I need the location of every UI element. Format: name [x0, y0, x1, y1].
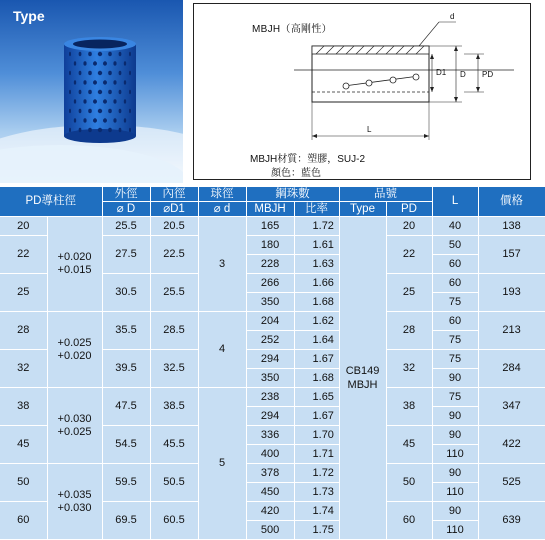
inner-diameter-cell: 28.5: [150, 312, 198, 350]
table-row: [0, 217, 545, 236]
cage-hole: [98, 52, 102, 56]
part-pd-cell: 32: [386, 350, 432, 388]
part-pd-cell: 20: [386, 217, 432, 236]
price-cell: 193: [478, 274, 545, 312]
material-note: MBJH材質：塑膠，SUJ-2: [250, 154, 366, 165]
length-cell: 110: [432, 483, 478, 502]
ball-count-cell: 228: [246, 255, 294, 274]
tolerance-cell: +0.035 +0.030: [47, 464, 102, 540]
table-row: [0, 312, 545, 331]
cage-hole: [93, 80, 97, 84]
ball-count-cell: 165: [246, 217, 294, 236]
ratio-cell: 1.72: [294, 217, 339, 236]
ratio-cell: 1.74: [294, 502, 339, 521]
cage-hole: [93, 118, 97, 122]
cage-hole: [88, 128, 92, 132]
header-outer-diameter: 外徑: [102, 187, 150, 202]
cage-hole: [113, 80, 116, 84]
cage-hole: [113, 61, 116, 65]
type-heading: Type: [13, 8, 45, 24]
length-cell: 90: [432, 407, 478, 426]
cage-hole: [83, 80, 86, 84]
outer-diameter-cell: 39.5: [102, 350, 150, 388]
cage-hole: [108, 128, 112, 132]
ratio-cell: 1.72: [294, 464, 339, 483]
header-part-number: 品號: [339, 187, 432, 202]
cage-hole: [93, 99, 97, 103]
length-cell: 75: [432, 350, 478, 369]
ball-count-cell: 400: [246, 445, 294, 464]
price-cell: 138: [478, 217, 545, 236]
inner-diameter-cell: 50.5: [150, 464, 198, 502]
cage-hole: [124, 80, 126, 84]
cage-hole: [88, 109, 92, 113]
part-pd-cell: 60: [386, 502, 432, 540]
header-ratio: 比率: [294, 202, 339, 217]
cage-hole: [129, 71, 131, 75]
header-type: Type: [339, 202, 386, 217]
tolerance-cell: +0.020 +0.015: [47, 217, 102, 312]
cage-hole: [124, 99, 126, 103]
outer-diameter-cell: 27.5: [102, 236, 150, 274]
inner-diameter-cell: 22.5: [150, 236, 198, 274]
price-cell: 639: [478, 502, 545, 540]
pd-guide-post-cell: 38: [0, 388, 47, 426]
cage-hole: [74, 118, 76, 122]
cage-hole: [98, 90, 102, 94]
inner-diameter-cell: 45.5: [150, 426, 198, 464]
cage-hole: [129, 90, 131, 94]
cage-hole: [129, 109, 131, 113]
ratio-cell: 1.71: [294, 445, 339, 464]
cage-hole: [79, 90, 82, 94]
price-cell: 213: [478, 312, 545, 350]
header-ball-diameter: 球徑: [198, 187, 246, 202]
cage-hole: [108, 71, 112, 75]
length-cell: 75: [432, 331, 478, 350]
cage-hole: [98, 109, 102, 113]
length-cell: 90: [432, 464, 478, 483]
ball-count-cell: 350: [246, 369, 294, 388]
ratio-cell: 1.65: [294, 388, 339, 407]
cage-hole: [88, 52, 92, 56]
cage-hole: [69, 90, 71, 94]
length-cell: 60: [432, 312, 478, 331]
header-inner-diameter-symbol: ⌀D1: [150, 202, 198, 217]
cage-hole: [103, 99, 107, 103]
cage-hole: [119, 109, 122, 113]
cage-hole: [98, 71, 102, 75]
ball-count-cell: 450: [246, 483, 294, 502]
inner-diameter-cell: 20.5: [150, 217, 198, 236]
cage-hole: [103, 61, 107, 65]
ball-count-cell: 180: [246, 236, 294, 255]
pd-guide-post-cell: 20: [0, 217, 47, 236]
cage-hole: [79, 71, 82, 75]
ratio-cell: 1.64: [294, 331, 339, 350]
part-pd-cell: 28: [386, 312, 432, 350]
length-cell: 110: [432, 521, 478, 540]
inner-diameter-cell: 32.5: [150, 350, 198, 388]
tolerance-cell: +0.025 +0.020: [47, 312, 102, 388]
cage-hole: [83, 118, 86, 122]
price-cell: 157: [478, 236, 545, 274]
price-cell: 422: [478, 426, 545, 464]
ratio-cell: 1.68: [294, 369, 339, 388]
part-pd-cell: 38: [386, 388, 432, 426]
cage-hole: [129, 128, 131, 132]
cage-hole: [119, 128, 122, 132]
cage-hole: [124, 118, 126, 122]
header-price: 價格: [478, 187, 545, 217]
header-length: L: [432, 187, 478, 217]
pd-guide-post-cell: 50: [0, 464, 47, 502]
pd-guide-post-cell: 60: [0, 502, 47, 540]
outer-diameter-cell: 30.5: [102, 274, 150, 312]
cage-hole: [113, 118, 116, 122]
cage-hole: [119, 71, 122, 75]
ratio-cell: 1.73: [294, 483, 339, 502]
ball-diameter-label: d: [450, 12, 455, 21]
cage-hole: [93, 61, 97, 65]
header-mbjh: MBJH: [246, 202, 294, 217]
header-pd: PD: [386, 202, 432, 217]
cage-hole: [74, 80, 76, 84]
cage-hole: [98, 128, 102, 132]
outer-diameter-cell: 35.5: [102, 312, 150, 350]
ball-cage-product-image: [60, 36, 140, 144]
header-ball-diameter-symbol: ⌀ d: [198, 202, 246, 217]
ratio-cell: 1.67: [294, 350, 339, 369]
ball-count-cell: 500: [246, 521, 294, 540]
table-header-row: [0, 187, 545, 202]
ball-diameter-cell: 5: [198, 388, 246, 540]
cage-hole: [69, 52, 71, 56]
cage-hole: [119, 52, 122, 56]
ball-count-cell: 350: [246, 293, 294, 312]
cage-hole: [83, 99, 86, 103]
outer-diameter-cell: 54.5: [102, 426, 150, 464]
specification-table: [0, 187, 545, 540]
outer-diameter-cell: 25.5: [102, 217, 150, 236]
cage-hole: [129, 52, 131, 56]
cage-hole: [113, 99, 116, 103]
pd-guide-post-cell: 45: [0, 426, 47, 464]
length-cell: 75: [432, 388, 478, 407]
length-cell: 60: [432, 274, 478, 293]
table-row: [0, 388, 545, 407]
inner-diameter-cell: 38.5: [150, 388, 198, 426]
product-image-panel: [0, 0, 183, 183]
cage-hole: [108, 109, 112, 113]
cage-hole: [119, 90, 122, 94]
ball-count-cell: 252: [246, 331, 294, 350]
price-cell: 284: [478, 350, 545, 388]
length-cell: 90: [432, 502, 478, 521]
cage-hole: [88, 71, 92, 75]
ball-count-cell: 378: [246, 464, 294, 483]
outer-diameter-cell: 47.5: [102, 388, 150, 426]
pd-guide-post-cell: 22: [0, 236, 47, 274]
cage-hole: [74, 99, 76, 103]
header-inner-diameter: 內徑: [150, 187, 198, 202]
cage-hole: [79, 128, 82, 132]
ratio-cell: 1.66: [294, 274, 339, 293]
part-pd-cell: 25: [386, 274, 432, 312]
length-cell: 110: [432, 445, 478, 464]
ratio-cell: 1.75: [294, 521, 339, 540]
guide-post-diameter-label: PD: [482, 70, 494, 79]
technical-diagram: [193, 3, 531, 180]
ball-count-cell: 294: [246, 350, 294, 369]
ball-count-cell: 266: [246, 274, 294, 293]
pd-guide-post-cell: 25: [0, 274, 47, 312]
cage-hole: [88, 90, 92, 94]
ball-diameter-cell: 4: [198, 312, 246, 388]
part-pd-cell: 45: [386, 426, 432, 464]
header-outer-diameter-symbol: ⌀ D: [102, 202, 150, 217]
ratio-cell: 1.67: [294, 407, 339, 426]
tolerance-cell: +0.030 +0.025: [47, 388, 102, 464]
outer-diameter-label: D: [460, 70, 466, 79]
ball-count-cell: 420: [246, 502, 294, 521]
inner-diameter-cell: 25.5: [150, 274, 198, 312]
part-type-cell: CB149 MBJH: [339, 217, 386, 540]
cage-hole: [79, 109, 82, 113]
length-label: L: [367, 125, 372, 134]
pd-guide-post-cell: 28: [0, 312, 47, 350]
price-cell: 525: [478, 464, 545, 502]
ball-count-cell: 294: [246, 407, 294, 426]
cage-hole: [124, 61, 126, 65]
length-cell: 90: [432, 369, 478, 388]
cage-hole: [103, 118, 107, 122]
length-cell: 40: [432, 217, 478, 236]
ball-count-cell: 238: [246, 388, 294, 407]
inner-diameter-label: D1: [436, 68, 447, 77]
ball-count-cell: 204: [246, 312, 294, 331]
header-ball-count: 鋼珠數: [246, 187, 339, 202]
table-row: [0, 464, 545, 483]
ratio-cell: 1.61: [294, 236, 339, 255]
part-pd-cell: 22: [386, 236, 432, 274]
part-pd-cell: 50: [386, 464, 432, 502]
pd-guide-post-cell: 32: [0, 350, 47, 388]
ratio-cell: 1.70: [294, 426, 339, 445]
length-cell: 75: [432, 293, 478, 312]
length-cell: 60: [432, 255, 478, 274]
length-cell: 50: [432, 236, 478, 255]
cage-hole: [108, 52, 112, 56]
diagram-title: MBJH（高剛性）: [252, 24, 332, 35]
ball-count-cell: 336: [246, 426, 294, 445]
cage-hole: [103, 80, 107, 84]
ratio-cell: 1.68: [294, 293, 339, 312]
cage-hole: [83, 61, 86, 65]
outer-diameter-cell: 69.5: [102, 502, 150, 540]
inner-diameter-cell: 60.5: [150, 502, 198, 540]
ball-diameter-cell: 3: [198, 217, 246, 312]
cage-hole: [79, 52, 82, 56]
ratio-cell: 1.63: [294, 255, 339, 274]
color-note: 顏色：藍色: [271, 168, 321, 179]
length-cell: 90: [432, 426, 478, 445]
cage-hole: [108, 90, 112, 94]
cage-hole: [74, 61, 76, 65]
ratio-cell: 1.62: [294, 312, 339, 331]
header-pd-guide-post: PD導柱徑: [0, 187, 102, 217]
cage-hole: [69, 71, 71, 75]
cage-hole: [69, 128, 71, 132]
cage-hole: [69, 109, 71, 113]
price-cell: 347: [478, 388, 545, 426]
outer-diameter-cell: 59.5: [102, 464, 150, 502]
